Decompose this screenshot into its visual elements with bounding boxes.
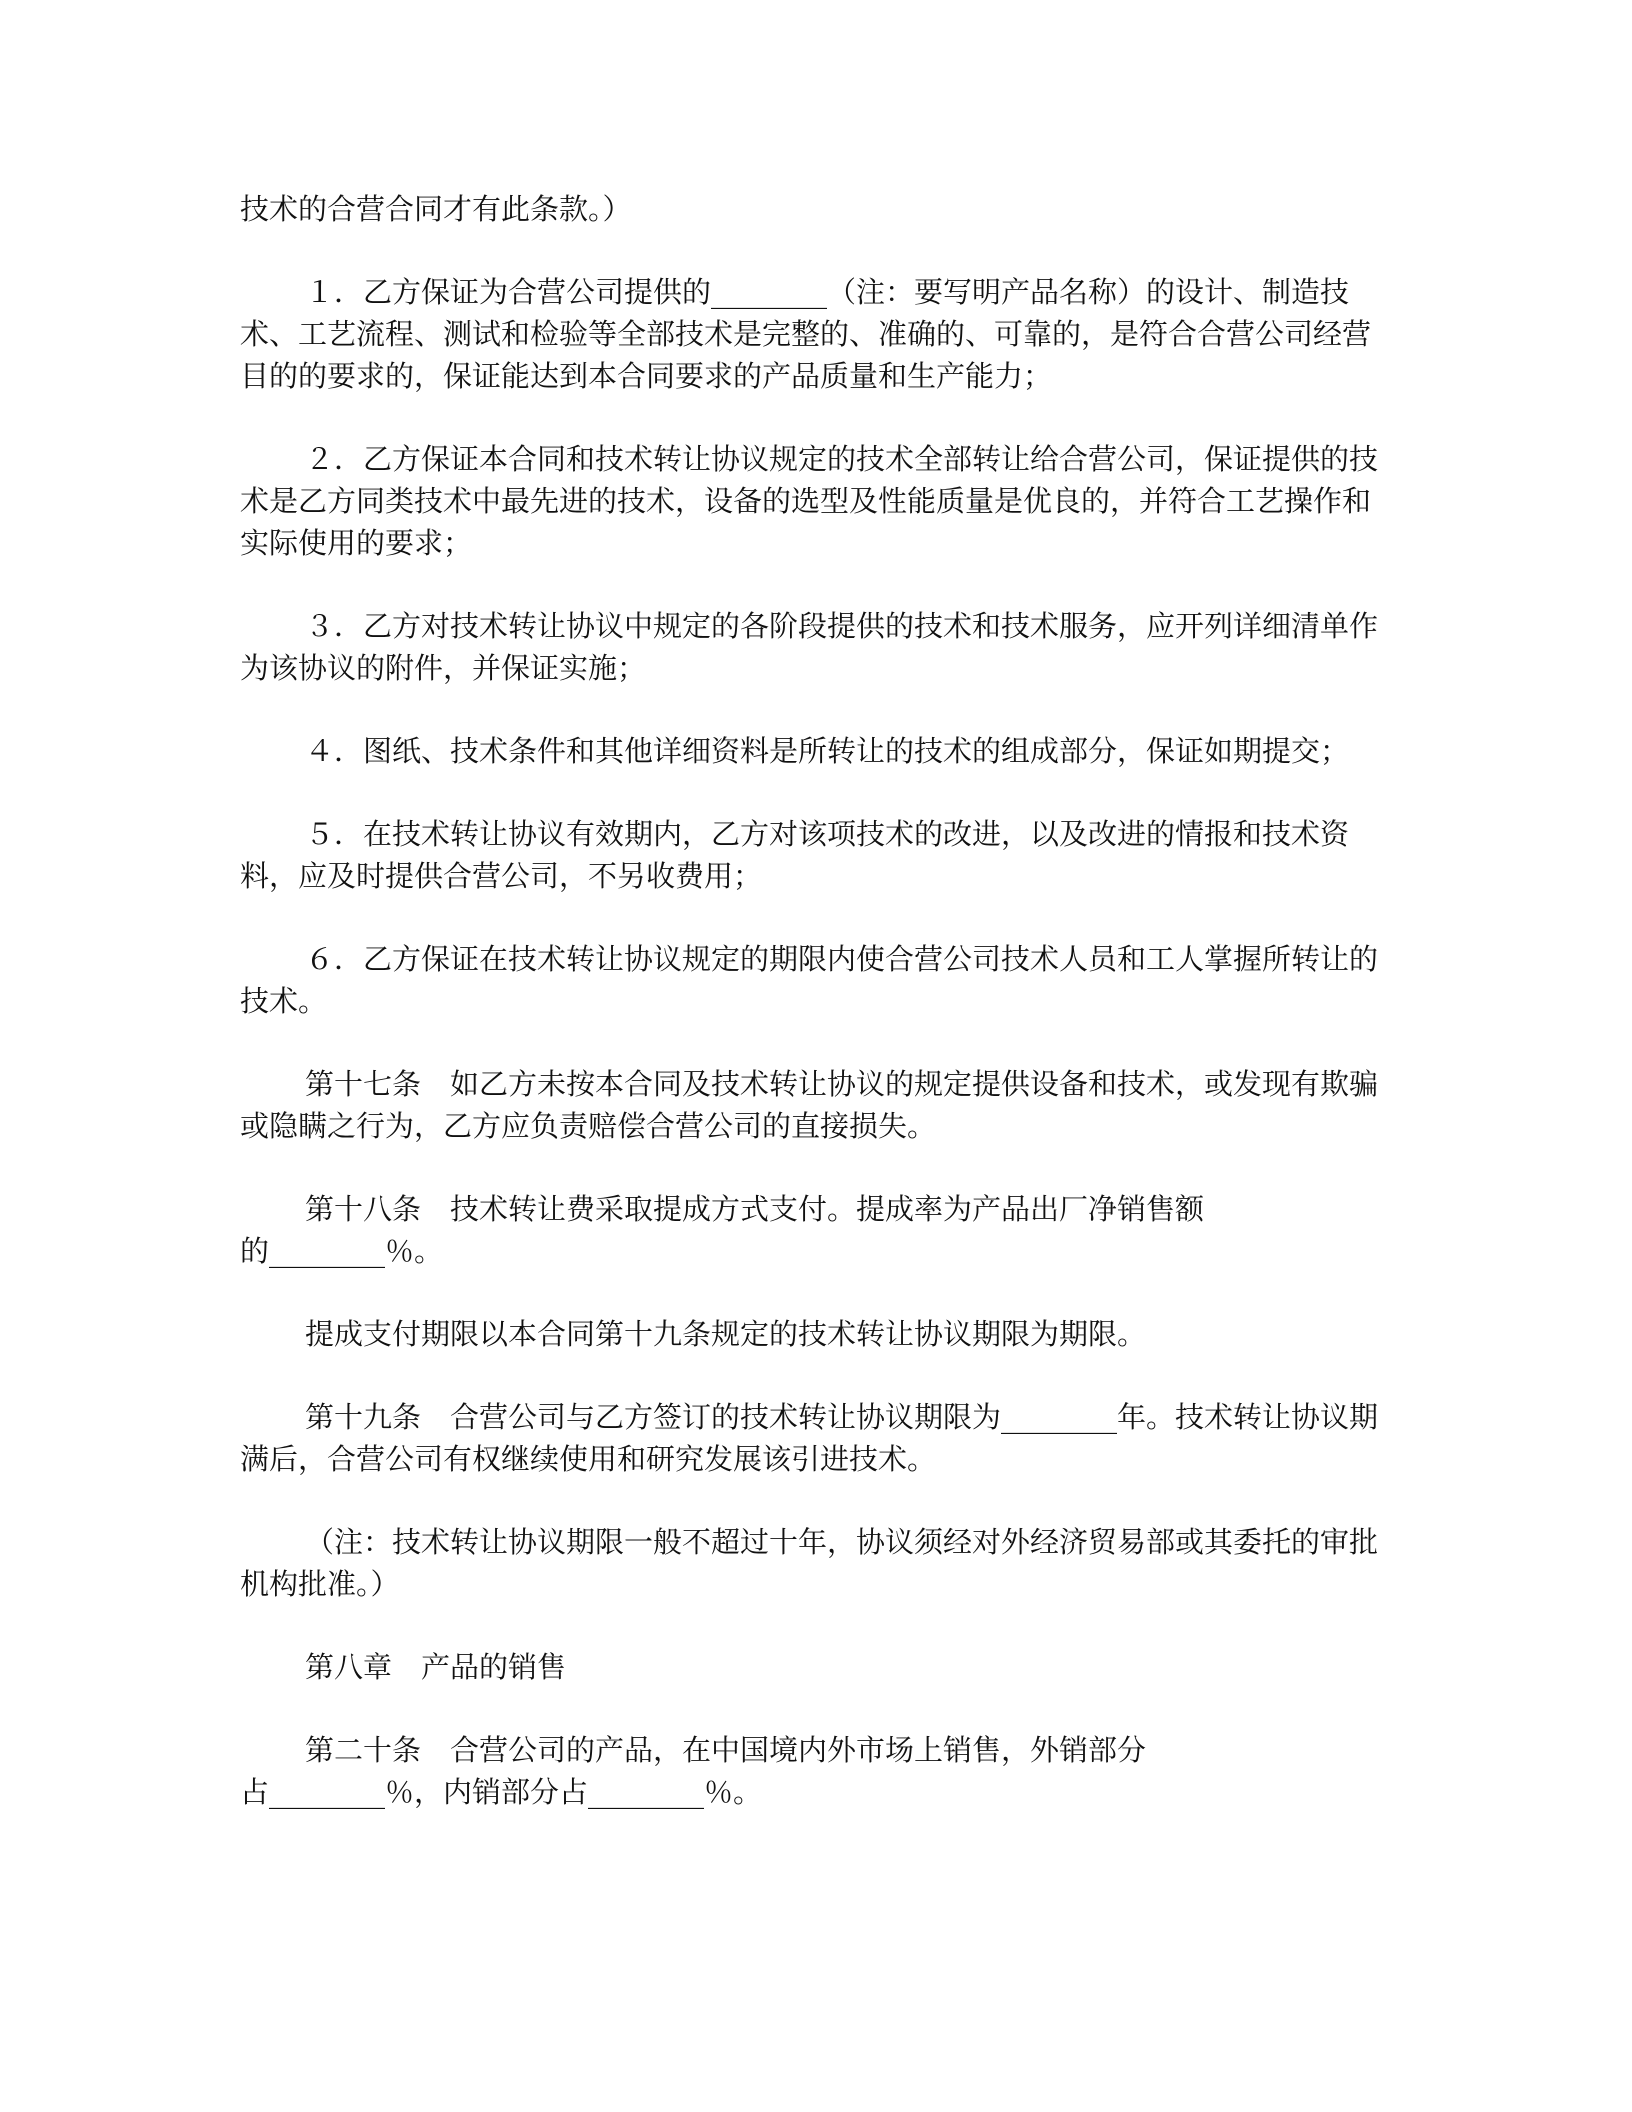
clause-5: ５．在技术转让协议有效期内，乙方对该项技术的改进，以及改进的情报和技术资料，应及时提供合营公司，不另收费用； (240, 817, 1350, 893)
article-17: 第十七条 如乙方未按本合同及技术转让协议的规定提供设备和技术，或发现有欺骗或隐瞒之行为，乙方应负责赔偿合营公司的直接损失。 (240, 1067, 1379, 1143)
paragraph-continuation: 技术的合营合同才有此条款。） (240, 192, 632, 226)
clause-3: ３．乙方对技术转让协议中规定的各阶段提供的技术和技术服务，应开列详细清单作为该协议的附件，并保证实施； (240, 609, 1379, 685)
article-20-line-1: 第二十条 合营公司的产品，在中国境内外市场上销售，外销部分 (305, 1733, 1147, 1767)
article-18 (240, 1188, 1388, 1272)
clause-2: ２．乙方保证本合同和技术转让协议规定的技术全部转让给合营公司，保证提供的技术是乙方同类技术中最先进的技术，设备的选型及性能质量是优良的，并符合工艺操作和实际使用的要求； (240, 442, 1379, 560)
article-19: 第十九条 合营公司与乙方签订的技术转让协议期限为________年。技术转让协议期满后，合营公司有权继续使用和研究发展该引进技术。 (240, 1400, 1379, 1476)
clause-4: ４．图纸、技术条件和其他详细资料是所转让的技术的组成部分，保证如期提交； (305, 734, 1350, 768)
note-paragraph: （注：技术转让协议期限一般不超过十年，协议须经对外经济贸易部或其委托的审批机构批准。） (240, 1525, 1379, 1601)
clause-6: ６．乙方保证在技术转让协议规定的期限内使合营公司技术人员和工人掌握所转让的技术。 (240, 942, 1379, 1018)
article-20 (240, 1729, 1388, 1813)
article-18-line-2: 的________％。 (240, 1234, 444, 1268)
payment-term-paragraph: 提成支付期限以本合同第十九条规定的技术转让协议期限为期限。 (305, 1317, 1147, 1351)
chapter-8-heading: 第八章 产品的销售 (305, 1650, 567, 1684)
article-20-line-2: 占________％，内销部分占________％。 (240, 1775, 763, 1809)
clause-1: １．乙方保证为合营公司提供的________（注：要写明产品名称）的设计、制造技术、工艺流程、测试和检验等全部技术是完整的、准确的、可靠的，是符合合营公司经营目的的要求的，保证能达到本合同要求的产品质量和生产能力； (240, 275, 1372, 393)
article-18-line-1: 第十八条 技术转让费采取提成方式支付。提成率为产品出厂净销售额 (305, 1192, 1205, 1226)
document-page (240, 188, 1388, 1854)
